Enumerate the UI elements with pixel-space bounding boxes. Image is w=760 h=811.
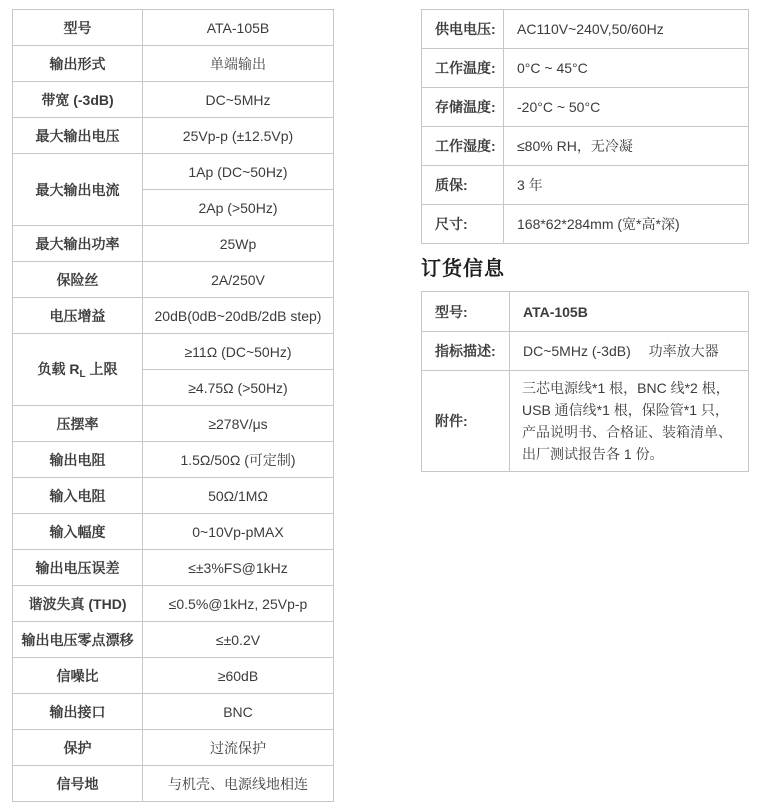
- spec-row-value: 0~10Vp-pMAX: [143, 514, 334, 550]
- spec-row-label: 最大输出功率: [13, 226, 143, 262]
- spec-row-label: [13, 334, 143, 406]
- spec-row-value: 1.5Ω/50Ω (可定制): [143, 442, 334, 478]
- table-row: [422, 49, 749, 88]
- table-row: [422, 166, 749, 205]
- spec-row-label: 输出形式: [13, 46, 143, 82]
- spec-row-value: ≤0.5%@1kHz, 25Vp-p: [143, 586, 334, 622]
- table-row: [422, 127, 749, 166]
- spec-row-value: ATA-105B: [143, 10, 334, 46]
- env-row-label: 质保:: [422, 166, 504, 205]
- load-label-subscript: L: [79, 369, 86, 380]
- spec-row-value: 25Vp-p (±12.5Vp): [143, 118, 334, 154]
- spec-row-label: 最大输出电流: [13, 154, 143, 226]
- env-row-label: 尺寸:: [422, 205, 504, 244]
- table-row: [13, 10, 334, 46]
- table-row: [13, 694, 334, 730]
- table-row: [13, 118, 334, 154]
- spec-row-label: 输出电阻: [13, 442, 143, 478]
- table-row: [13, 550, 334, 586]
- order-row-label: 型号:: [422, 292, 510, 332]
- table-row: [13, 730, 334, 766]
- table-row: [13, 262, 334, 298]
- table-row: [13, 298, 334, 334]
- spec-row-value: 25Wp: [143, 226, 334, 262]
- env-row-value: ≤80% RH，无冷凝: [504, 127, 749, 166]
- table-row: [13, 406, 334, 442]
- table-row: [13, 766, 334, 802]
- table-row: [13, 46, 334, 82]
- env-row-value: AC110V~240V,50/60Hz: [504, 10, 749, 49]
- order-info-table: [421, 291, 749, 472]
- spec-row-label: 信号地: [13, 766, 143, 802]
- env-row-label: 工作湿度:: [422, 127, 504, 166]
- table-row: [13, 586, 334, 622]
- spec-row-value: 2A/250V: [143, 262, 334, 298]
- spec-row-value: 2Ap (>50Hz): [143, 190, 334, 226]
- load-label-text: 负载 R: [37, 361, 80, 377]
- spec-row-value: ≥11Ω (DC~50Hz): [143, 334, 334, 370]
- table-row: [422, 371, 749, 472]
- table-row: [13, 334, 334, 370]
- table-row: [13, 658, 334, 694]
- spec-row-value: DC~5MHz: [143, 82, 334, 118]
- spec-row-value: BNC: [143, 694, 334, 730]
- table-row: [13, 226, 334, 262]
- env-row-value: 168*62*284mm (宽*高*深): [504, 205, 749, 244]
- spec-row-value: 过流保护: [143, 730, 334, 766]
- order-info-heading: 订货信息: [421, 258, 505, 280]
- spec-table: [12, 9, 334, 802]
- env-row-label: 供电电压:: [422, 10, 504, 49]
- table-row: [422, 205, 749, 244]
- environment-table: [421, 9, 749, 244]
- table-row: [422, 10, 749, 49]
- spec-row-value: ≥4.75Ω (>50Hz): [143, 370, 334, 406]
- spec-row-value: 单端输出: [143, 46, 334, 82]
- spec-row-label: 保险丝: [13, 262, 143, 298]
- order-row-value: 三芯电源线*1 根，BNC 线*2 根，USB 通信线*1 根，保险管*1 只，产品说明书、合格证、装箱清单、出厂测试报告各 1 份。: [510, 371, 749, 472]
- spec-row-value: 20dB(0dB~20dB/2dB step): [143, 298, 334, 334]
- spec-row-label: 谐波失真 (THD): [13, 586, 143, 622]
- env-row-label: 存储温度:: [422, 88, 504, 127]
- spec-row-value: ≥60dB: [143, 658, 334, 694]
- spec-row-value: 与机壳、电源线地相连: [143, 766, 334, 802]
- order-row-value: ATA-105B: [510, 292, 749, 332]
- table-row: [422, 88, 749, 127]
- table-row: [13, 514, 334, 550]
- table-row: [13, 622, 334, 658]
- order-row-label: 指标描述:: [422, 332, 510, 371]
- table-row: [13, 82, 334, 118]
- spec-row-label: 输入幅度: [13, 514, 143, 550]
- spec-row-label: 电压增益: [13, 298, 143, 334]
- spec-row-label: 输出电压误差: [13, 550, 143, 586]
- spec-row-label: 输出电压零点漂移: [13, 622, 143, 658]
- spec-row-label: 信噪比: [13, 658, 143, 694]
- spec-row-label: 输入电阻: [13, 478, 143, 514]
- spec-row-value: 50Ω/1MΩ: [143, 478, 334, 514]
- table-row: [422, 292, 749, 332]
- table-row: [422, 332, 749, 371]
- env-row-value: -20°C ~ 50°C: [504, 88, 749, 127]
- spec-row-label: 输出接口: [13, 694, 143, 730]
- spec-row-label: 最大输出电压: [13, 118, 143, 154]
- spec-row-label: 压摆率: [13, 406, 143, 442]
- env-row-value: 0°C ~ 45°C: [504, 49, 749, 88]
- spec-row-value: ≥278V/μs: [143, 406, 334, 442]
- load-label-text: 上限: [85, 361, 118, 377]
- spec-row-label: 带宽 (-3dB): [13, 82, 143, 118]
- table-row: [13, 442, 334, 478]
- env-row-label: 工作温度:: [422, 49, 504, 88]
- spec-row-label: 型号: [13, 10, 143, 46]
- spec-row-value: ≤±3%FS@1kHz: [143, 550, 334, 586]
- table-row: [13, 478, 334, 514]
- order-row-value: DC~5MHz (-3dB) 功率放大器: [510, 332, 749, 371]
- table-row: [13, 154, 334, 190]
- spec-row-label: 保护: [13, 730, 143, 766]
- spec-row-value: 1Ap (DC~50Hz): [143, 154, 334, 190]
- order-row-label: 附件:: [422, 371, 510, 472]
- env-row-value: 3 年: [504, 166, 749, 205]
- spec-row-value: ≤±0.2V: [143, 622, 334, 658]
